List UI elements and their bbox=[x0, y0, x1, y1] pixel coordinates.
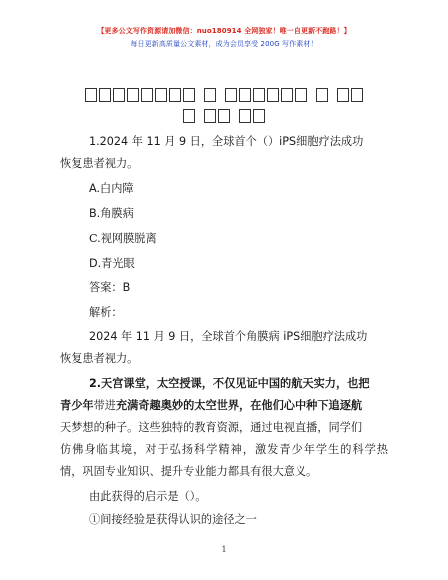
document-title bbox=[60, 85, 388, 127]
question-1-option-b: B.角膜病 bbox=[89, 207, 134, 220]
promo-banner-line2: 每日更新高质量公文素材，成为会员享受 200G 写作素材！ bbox=[130, 40, 318, 48]
question-2-line2-b: 带进 bbox=[93, 399, 116, 412]
question-1-stem bbox=[89, 135, 363, 149]
title-glyph-box bbox=[239, 109, 251, 123]
question-1-analysis-part2: 细胞疗法成功 bbox=[300, 330, 368, 343]
question-1-stem-line2: 恢复患者视力。 bbox=[60, 157, 139, 170]
title-glyph-box bbox=[218, 109, 230, 123]
title-glyph-box bbox=[169, 88, 181, 102]
title-glyph-box bbox=[295, 88, 307, 102]
question-1-option-d: D.青光眼 bbox=[89, 257, 135, 270]
page-number: 1 bbox=[221, 545, 227, 554]
promo-banner-line1: 【更多公文写作资源请加微信：nuo180914 全网独家！唯一自更新不跑路！】 bbox=[97, 27, 351, 35]
title-glyph-box bbox=[316, 88, 328, 102]
question-1-option-c: C.视网膜脱离 bbox=[89, 232, 157, 245]
question-2-line3: 天梦想的种子。这些独特的教育资源，通过电视直播，同学们 bbox=[60, 421, 363, 434]
question-2-line1-text: 2.天宫课堂，太空授课，不仅见证中国的航天实力，也把 bbox=[89, 377, 370, 390]
question-2-line2-c: 充满奇趣奥妙的太空世界，在他们心中种下追逐航 bbox=[115, 399, 363, 412]
title-glyph-box bbox=[127, 88, 139, 102]
title-glyph-box bbox=[204, 88, 216, 102]
question-1-analysis bbox=[89, 330, 367, 344]
question-2-option-1: ①间接经验是获得认识的途径之一 bbox=[89, 513, 257, 526]
title-glyph-box bbox=[113, 88, 125, 102]
question-1-answer: 答案：B bbox=[89, 281, 131, 294]
question-1-stem-part1: 1.2024 年 11 月 9 日，全球首个（）iPS bbox=[89, 135, 297, 148]
title-glyph-box bbox=[337, 88, 349, 102]
question-2-line2 bbox=[60, 399, 362, 413]
question-2-line4: 仿佛身临其境，对于弘扬科学精神，激发青少年学生的科学热 bbox=[60, 443, 388, 456]
question-1-option-a: A.白内障 bbox=[89, 182, 134, 195]
title-glyph-box bbox=[281, 88, 293, 102]
title-glyph-box bbox=[183, 109, 195, 123]
title-glyph-box bbox=[204, 109, 216, 123]
question-1-stem-part2: 细胞疗法成功 bbox=[296, 135, 364, 148]
title-glyph-box bbox=[225, 88, 237, 102]
title-glyph-box bbox=[183, 88, 195, 102]
question-1-analysis-line2: 恢复患者视力。 bbox=[60, 352, 139, 365]
title-glyph-box bbox=[155, 88, 167, 102]
title-glyph-box bbox=[253, 88, 265, 102]
question-2-line1 bbox=[89, 377, 370, 391]
question-2-line5: 情，巩固专业知识、提升专业能力都具有很大意义。 bbox=[60, 465, 318, 478]
title-glyph-box bbox=[239, 88, 251, 102]
question-1-analysis-part1: 2024 年 11 月 9 日，全球首个角膜病 iPS bbox=[89, 330, 301, 343]
title-glyph-box bbox=[267, 88, 279, 102]
question-1-analysis-label: 解析： bbox=[89, 306, 123, 319]
title-glyph-box bbox=[141, 88, 153, 102]
title-glyph-box bbox=[351, 88, 363, 102]
question-2-line2-a: 青少年 bbox=[60, 399, 94, 412]
question-2-prompt: 由此获得的启示是（）。 bbox=[89, 490, 207, 503]
title-glyph-box bbox=[85, 88, 97, 102]
title-glyph-box bbox=[253, 109, 265, 123]
title-glyph-box bbox=[99, 88, 111, 102]
